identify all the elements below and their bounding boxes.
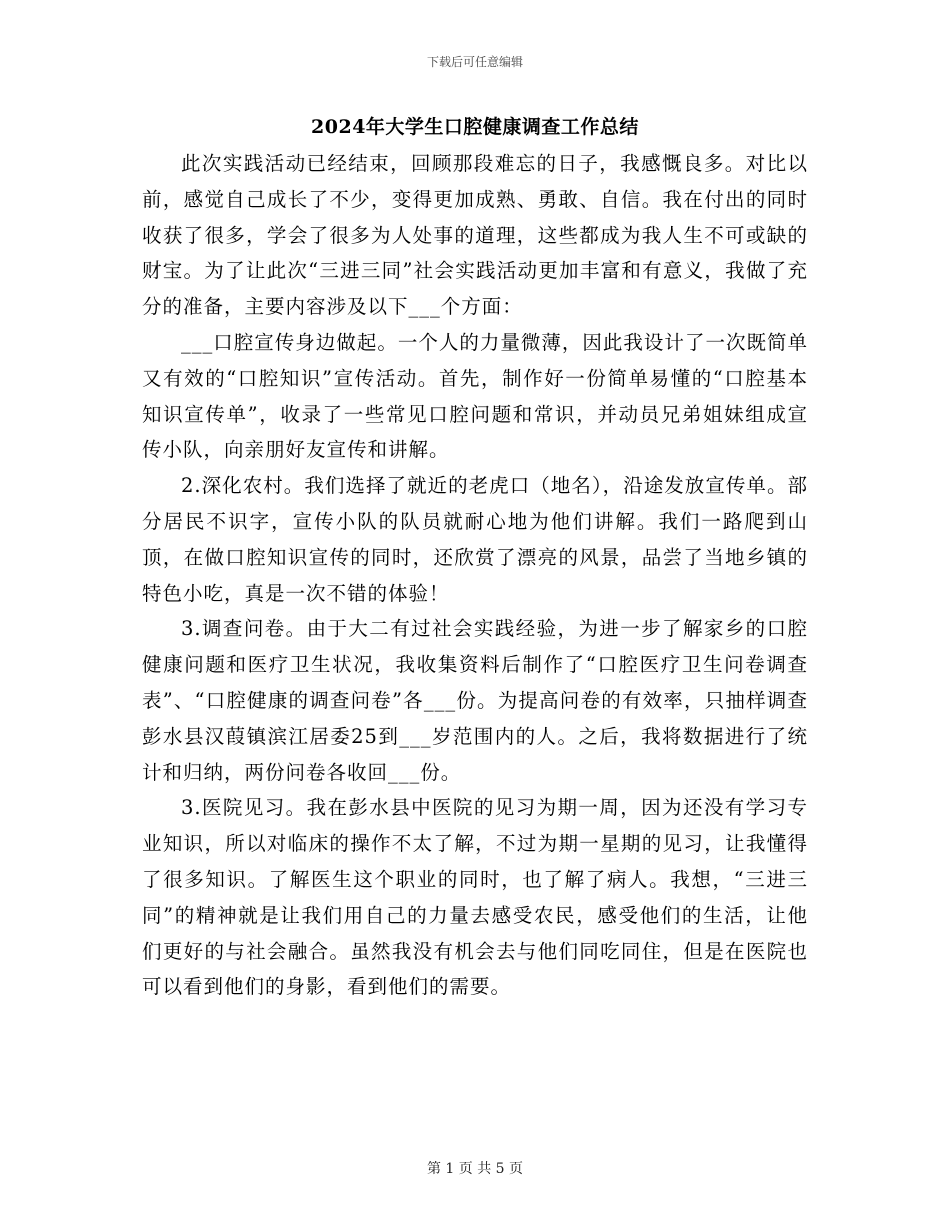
paragraph-intro: 此次实践活动已经结束，回顾那段难忘的日子，我感慨良多。对比以前，感觉自己成长了不少，变得更加成熟、勇敢、自信。我在付出的同时收获了很多，学会了很多为人处事的道理，这些都成为我人生不可或缺的财宝。为了让此次“三进三同”社会实践活动更加丰富和有意义，我做了充分的准备，主要内容涉及以下___个方面： [142, 152, 808, 319]
paragraph-rural: 2.深化农村。我们选择了就近的老虎口（地名），沿途发放宣传单。部分居民不识字，宣传小队的队员就耐心地为他们讲解。我们一路爬到山顶，在做口腔知识宣传的同时，还欣赏了漂亮的风景，品尝了当地乡镇的特色小吃，真是一次不错的体验！ [142, 474, 808, 605]
document-body [142, 146, 808, 1005]
paragraph-hospital: 3.医院见习。我在彭水县中医院的见习为期一周，因为还没有学习专业知识，所以对临床的操作不太了解，不过为期一星期的见习，让我懂得了很多知识。了解医生这个职业的同时，也了解了病人。我想，“三进三同”的精神就是让我们用自己的力量去感受农民，感受他们的生活，让他们更好的与社会融合。虽然我没有机会去与他们同吃同住，但是在医院也可以看到他们的身影，看到他们的需要。 [142, 796, 808, 999]
document-title: 2024年大学生口腔健康调查工作总结 [311, 116, 639, 138]
header-note: 下载后可任意编辑 [426, 55, 523, 69]
paragraph-survey: 3.调查问卷。由于大二有过社会实践经验，为进一步了解家乡的口腔健康问题和医疗卫生状况，我收集资料后制作了“口腔医疗卫生问卷调查表”、“口腔健康的调查问卷”各___份。为提高问卷的有效率，只抽样调查彭水县汉葭镇滨江居委25到___岁范围内的人。之后，我将数据进行了统计和归纳，两份问卷各收回___份。 [142, 617, 808, 784]
page-number: 第 1 页 共 5 页 [426, 1161, 524, 1177]
paragraph-oral-promotion: ___口腔宣传身边做起。一个人的力量微薄，因此我设计了一次既简单又有效的“口腔知识”宣传活动。首先，制作好一份简单易懂的“口腔基本知识宣传单”，收录了一些常见口腔问题和常识，并动员兄弟姐妹组成宣传小队，向亲朋好友宣传和讲解。 [142, 330, 808, 462]
